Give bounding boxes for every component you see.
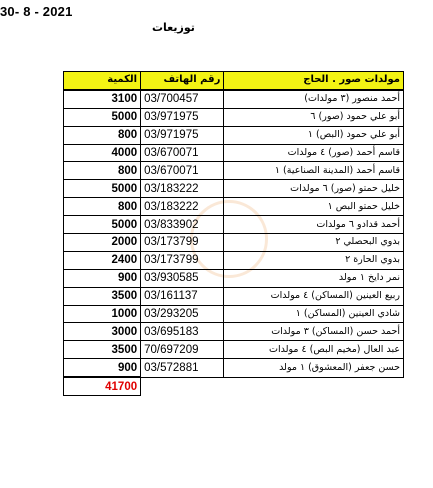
column-header-quantity: الكمية: [64, 72, 141, 90]
name-cell: أحمد حسن (المساكن) ٣ مولدات: [224, 323, 404, 341]
phone-cell: 03/183222: [141, 180, 224, 198]
phone-cell: 03/670071: [141, 162, 224, 180]
total-spacer: [141, 377, 224, 395]
name-cell: قاسم أحمد (صور) ٤ مولدات: [224, 144, 404, 162]
phone-cell: 03/161137: [141, 287, 224, 305]
table-row: [64, 108, 404, 126]
table-row: [64, 198, 404, 216]
name-cell: نمر دايخ ١ مولد: [224, 269, 404, 287]
table-row: [64, 323, 404, 341]
table-row: [64, 180, 404, 198]
name-cell: بدوي الحارة ٢: [224, 251, 404, 269]
name-cell: حسن جعفر (المعشوق) ١ مولد: [224, 359, 404, 377]
total-row: [64, 377, 404, 395]
quantity-cell: 2400: [64, 251, 141, 269]
phone-cell: 03/833902: [141, 216, 224, 234]
phone-cell: 03/572881: [141, 359, 224, 377]
name-cell: قاسم أحمد (المدينة الصناعية) ١: [224, 162, 404, 180]
quantity-cell: 2000: [64, 234, 141, 252]
column-header-phone: رقم الهاتف: [141, 72, 224, 90]
quantity-cell: 1000: [64, 305, 141, 323]
document-subtitle: توزيعات: [152, 21, 195, 34]
table-row: [64, 162, 404, 180]
name-cell: أبو علي حمود (صور) ٦: [224, 108, 404, 126]
phone-cell: 03/930585: [141, 269, 224, 287]
table-row: [64, 251, 404, 269]
quantity-cell: 900: [64, 269, 141, 287]
phone-cell: 03/183222: [141, 198, 224, 216]
phone-cell: 03/971975: [141, 108, 224, 126]
table-row: [64, 269, 404, 287]
quantity-cell: 3100: [64, 90, 141, 108]
quantity-cell: 5000: [64, 180, 141, 198]
name-cell: أحمد منصور (٣ مولدات): [224, 90, 404, 108]
name-cell: خليل حمتو (صور) ٦ مولدات: [224, 180, 404, 198]
table-row: [64, 287, 404, 305]
name-cell: أحمد قدادو ٦ مولدات: [224, 216, 404, 234]
quantity-cell: 3000: [64, 323, 141, 341]
name-cell: عبد العال (مخيم البص) ٤ مولدات: [224, 341, 404, 359]
phone-cell: 03/971975: [141, 126, 224, 144]
phone-cell: 03/173799: [141, 234, 224, 252]
table-row: [64, 126, 404, 144]
quantity-cell: 5000: [64, 108, 141, 126]
phone-cell: 03/293205: [141, 305, 224, 323]
quantity-cell: 4000: [64, 144, 141, 162]
table-row: [64, 90, 404, 108]
distribution-table: [63, 71, 404, 396]
name-cell: خليل حمتو البص ١: [224, 198, 404, 216]
table-row: [64, 359, 404, 377]
quantity-cell: 800: [64, 198, 141, 216]
quantity-cell: 800: [64, 162, 141, 180]
name-cell: أبو علي حمود (البص) ١: [224, 126, 404, 144]
table-header-row: [64, 72, 404, 90]
quantity-cell: 800: [64, 126, 141, 144]
quantity-cell: 5000: [64, 216, 141, 234]
quantity-cell: 900: [64, 359, 141, 377]
total-quantity: 41700: [64, 377, 141, 395]
total-spacer: [224, 377, 404, 395]
quantity-cell: 3500: [64, 287, 141, 305]
column-header-name: مولدات صور . الحاج: [224, 72, 404, 90]
name-cell: ربيع العينين (المساكن) ٤ مولدات: [224, 287, 404, 305]
phone-cell: 03/670071: [141, 144, 224, 162]
phone-cell: 03/700457: [141, 90, 224, 108]
table-row: [64, 341, 404, 359]
table-row: [64, 144, 404, 162]
table-row: [64, 234, 404, 252]
document-date: 30- 8 - 2021: [0, 4, 73, 19]
name-cell: شادي العينين (المساكن) ١: [224, 305, 404, 323]
name-cell: بدوي البحصلي ٢: [224, 234, 404, 252]
phone-cell: 03/173799: [141, 251, 224, 269]
table-row: [64, 305, 404, 323]
table-row: [64, 216, 404, 234]
phone-cell: 70/697209: [141, 341, 224, 359]
quantity-cell: 3500: [64, 341, 141, 359]
phone-cell: 03/695183: [141, 323, 224, 341]
